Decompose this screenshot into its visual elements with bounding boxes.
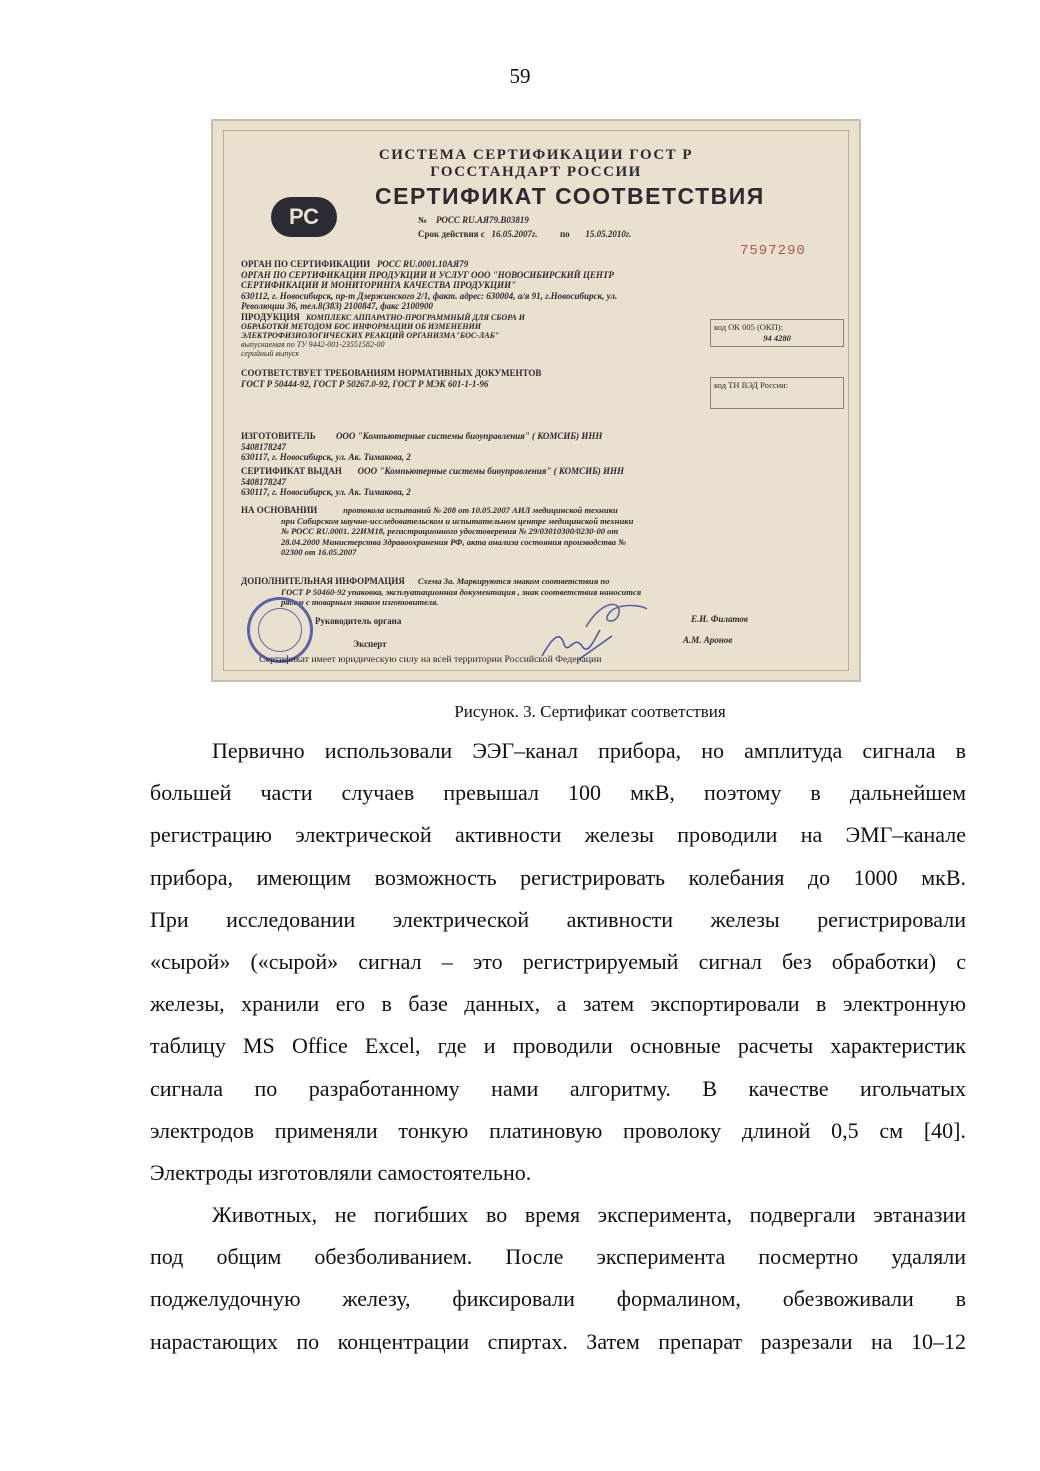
- text-line: При исследовании электрической активности железы регистрировали: [150, 906, 966, 932]
- conforms-value: ГОСТ Р 50444-92, ГОСТ Р 50267.0-92, ГОСТ Р МЭК 601-1-1-96: [241, 378, 489, 389]
- figure-caption: Рисунок. 3. Сертификат соответствия: [454, 702, 726, 721]
- product-line: выпускаемая по ТУ 9442-001-23551582-00: [241, 340, 385, 349]
- okp-label: код ОК 005 (ОКП):: [714, 322, 783, 332]
- page-number: 59: [509, 64, 531, 88]
- text-line: регистрацию электрической активности железы проводили на ЭМГ–канале: [150, 822, 966, 848]
- basis-label: НА ОСНОВАНИИ: [241, 505, 318, 515]
- additional-label: ДОПОЛНИТЕЛЬНАЯ ИНФОРМАЦИЯ: [241, 576, 405, 586]
- basis-line: протокола испытаний № 208 от 10.05.2007 АИЛ медицинской техники: [343, 505, 618, 515]
- manufacturer-label: ИЗГОТОВИТЕЛЬ: [241, 431, 316, 441]
- manufacturer-line: ООО "Компьютерные системы биоуправления" ( КОМСИБ) ИНН: [335, 431, 603, 441]
- manufacturer-line: 630117, г. Новосибирск, ул. Ак. Тимакова, 2: [241, 452, 411, 462]
- product-line: КОМПЛЕКС АППАРАТНО-ПРОГРАММНЫЙ ДЛЯ СБОРА И: [305, 313, 525, 322]
- body-code: РОСС RU.0001.10АЯ79: [376, 259, 469, 269]
- issued-label: СЕРТИФИКАТ ВЫДАН: [241, 466, 342, 476]
- certificate-header-line1: СИСТЕМА СЕРТИФИКАЦИИ ГОСТ Р: [378, 147, 694, 163]
- additional-line: ГОСТ Р 50460-92 упаковка, эксплуатационная документация , знак соответствия наносится: [281, 586, 642, 597]
- issued-line: ООО "Компьютерные системы биоуправления" ( КОМСИБ) ИНН: [357, 466, 625, 476]
- body-line: СЕРТИФИКАЦИИ И МОНИТОРИНГА КАЧЕСТВА ПРОДУКЦИИ": [241, 280, 517, 290]
- body-line: ОРГАН ПО СЕРТИФИКАЦИИ ПРОДУКЦИИ И УСЛУГ ООО "НОВОСИБИРСКИЙ ЦЕНТР: [241, 269, 614, 280]
- product-label: ПРОДУКЦИЯ: [241, 312, 300, 322]
- expert-label: Эксперт: [353, 639, 387, 649]
- basis-line: при Сибирском научно-исследовательском и испытательном центре медицинской техники: [281, 515, 634, 526]
- certificate-header-line2: ГОССТАНДАРТ РОССИИ: [430, 164, 642, 180]
- text-line: электродов применяли тонкую платиновую проволоку длиной 0,5 см [40].: [150, 1117, 966, 1143]
- additional-line: рядом с товарным знаком изготовителя.: [281, 597, 439, 607]
- serial-number: 7597290: [740, 243, 806, 259]
- conforms-label: СООТВЕТСТВУЕТ ТРЕБОВАНИЯМ НОРМАТИВНЫХ ДОКУМЕНТОВ: [241, 368, 542, 378]
- text-line: прибора, имеющим возможность регистрировать колебания до 1000 мкВ.: [150, 864, 966, 890]
- paragraph-2: [150, 1194, 966, 1363]
- text-line: Животных, не погибших во время эксперимента, подвергали эвтаназии: [212, 1202, 966, 1227]
- expert-name: А.М. Аронов: [683, 635, 733, 645]
- certificate-number: РОСС RU.АЯ79.В03819: [436, 215, 529, 225]
- basis-line: № РОСС RU.0001. 22ИМ18, регистрационного удостоверения № 29/03010300/0230-00 от: [281, 526, 619, 536]
- issued-line: 5408178247: [241, 476, 286, 487]
- issued-line: 630117, г. Новосибирск, ул. Ак. Тимакова, 2: [241, 487, 411, 497]
- valid-from: 16.05.2007г.: [491, 229, 538, 239]
- validity-label: Срок действия с: [418, 229, 485, 239]
- paragraph-1: [150, 730, 966, 1194]
- basis-line: 02300 от 16.05.2007: [281, 547, 357, 557]
- basis-line: 28.04.2000 Министерства Здравоохранения РФ, акта анализа состояния производства №: [281, 536, 627, 547]
- text-line: поджелудочную железу, фиксировали формалином, обезвоживали в: [150, 1286, 966, 1312]
- okp-box: [710, 319, 844, 347]
- body-line: 630112, г. Новосибирск, пр-т Дзержинского 2/1, факт. адрес: 630004, а/я 91, г.Новосибирск, ул.: [241, 290, 618, 301]
- body-line: Революции 36, тел.8(383) 2100847, факс 2100900: [241, 301, 433, 311]
- text-line: железы, хранили его в базе данных, а затем экспортировали в электронную: [150, 991, 966, 1017]
- product-line: ЭЛЕКТРОФИЗИОЛОГИЧЕСКИХ РЕАКЦИЙ ОРГАНИЗМА"БОС-ЛАБ": [241, 331, 500, 340]
- tnved-box: [710, 377, 844, 409]
- certificate-title: СЕРТИФИКАТ СООТВЕТСТВИЯ: [375, 183, 765, 209]
- text-line: Первично использовали ЭЭГ–канал прибора, но амплитуда сигнала в: [212, 738, 966, 763]
- product-line: ОБРАБОТКИ МЕТОДОМ БОС ИНФОРМАЦИИ ОБ ИЗМЕНЕНИИ: [241, 322, 481, 331]
- body-label: ОРГАН ПО СЕРТИФИКАЦИИ: [241, 259, 371, 269]
- okp-value: 94 4280: [763, 333, 791, 343]
- text-line: нарастающих по концентрации спиртах. Затем препарат разрезали на 10–12: [150, 1328, 966, 1354]
- number-label: №: [418, 215, 428, 225]
- certificate-header: [213, 147, 859, 181]
- head-name: Е.И. Филатов: [691, 614, 748, 624]
- head-label: Руководитель органа: [315, 616, 402, 626]
- text-line: Электроды изготовляли самостоятельно.: [150, 1159, 532, 1185]
- tnved-label: код ТН ВЭД России:: [714, 380, 789, 390]
- text-line: «сырой» («сырой» сигнал – это регистрируемый сигнал без обработки) с: [150, 948, 966, 974]
- manufacturer-line: 5408178247: [241, 441, 286, 452]
- certificate-footer: Сертификат имеет юридическую силу на всей территории Российской Федерации: [259, 654, 602, 665]
- valid-to-label: по: [559, 229, 570, 239]
- text-line: сигнала по разработанному нами алгоритму. В качестве игольчатых: [150, 1075, 966, 1101]
- additional-line: Схема 3а. Маркируются знаком соответствия по: [417, 576, 610, 586]
- product-line: серийный выпуск: [241, 349, 300, 358]
- certificate-image: [211, 119, 861, 682]
- text-line: таблицу MS Office Excel, где и проводили основные расчеты характеристик: [150, 1033, 966, 1059]
- text-line: под общим обезболиванием. После эксперимента посмертно удаляли: [150, 1244, 966, 1270]
- pct-logo: РС: [271, 197, 337, 237]
- text-line: большей части случаев превышал 100 мкВ, поэтому в дальнейшем: [150, 780, 966, 806]
- valid-to: 15.05.2010г.: [585, 229, 632, 239]
